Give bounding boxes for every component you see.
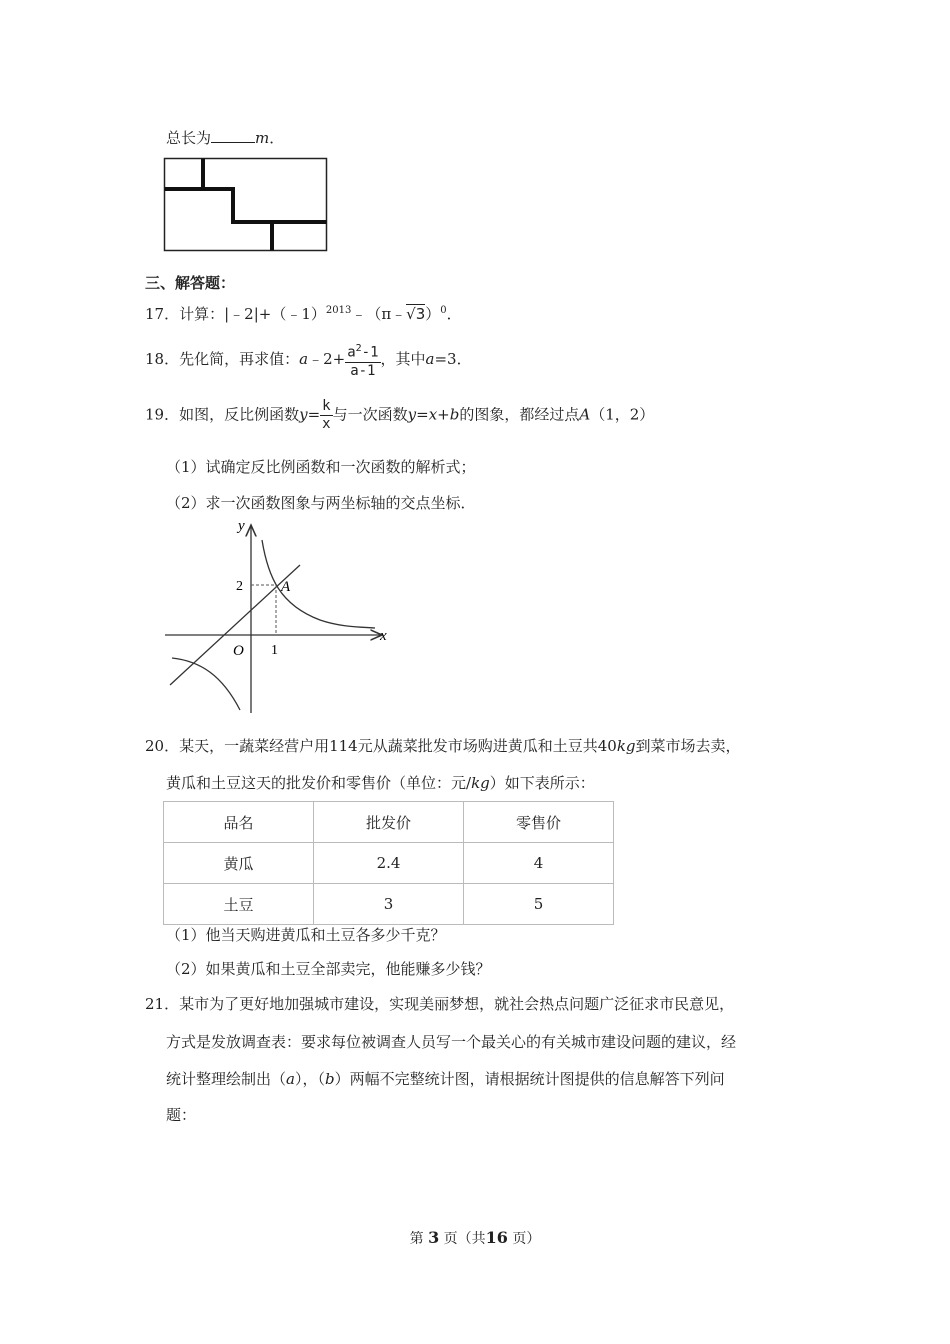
x-label: x [380, 628, 387, 644]
header-cell: 批发价 [314, 802, 464, 843]
header-cell: 零售价 [464, 802, 614, 843]
figure-border [165, 159, 327, 251]
question-21-line4: 题： [166, 1106, 197, 1124]
question-18: 18．先化简，再求值：a﹣2+ $\frac{a^2-1}{a-1}$ ，其中a=3． [145, 340, 472, 380]
origin-label: O [233, 643, 244, 659]
q19-sub1: （1）试确定反比例函数和一次函数的解析式； [166, 458, 476, 476]
hyperbola-branch-2 [172, 658, 240, 710]
function-graph [160, 515, 395, 715]
step-path [165, 189, 327, 222]
question-19: 19．如图，反比例函数y= $\frac{k}{x}$ 与一次函数y=x+b的图象，都经过点A（1，2） [145, 398, 655, 432]
table-cell: 2.4 [314, 843, 464, 884]
page-footer: 第 3 页（共16 页） [409, 1228, 541, 1247]
table-header-row [164, 802, 614, 843]
q16-tail: 总长为 m． [166, 129, 285, 147]
question-21-line1: 21．某市为了更好地加强城市建设，实现美丽梦想，就社会热点问题广泛征求市民意见， [145, 995, 735, 1013]
table-cell: 3 [314, 884, 464, 925]
fraction: $\frac{a^2-1}{a-1}$ [345, 340, 380, 380]
q20-sub1: （1）他当天购进黄瓜和土豆各多少千克？ [166, 926, 446, 944]
table-cell: 5 [464, 884, 614, 925]
question-20-line1: 20．某天，一蔬菜经营户用114元从蔬菜批发市场购进黄瓜和土豆共40kg到菜市场去卖， [145, 737, 741, 755]
question-21-line3: 统计整理绘制出（a），（b）两幅不完整统计图，请根据统计图提供的信息解答下列问 [166, 1070, 725, 1088]
step-path-figure [163, 157, 329, 253]
fraction: $\frac{k}{x}$ [322, 398, 331, 432]
question-21-line2: 方式是发放调查表：要求每位被调查人员写一个最关心的有关城市建设问题的建议，经 [166, 1033, 737, 1051]
tick-x-label: 1 [271, 643, 278, 658]
q20-sub2: （2）如果黄瓜和土豆全部卖完，他能赚多少钱？ [166, 960, 491, 978]
table-cell: 4 [464, 843, 614, 884]
table-cell: 黄瓜 [164, 843, 314, 884]
price-table [163, 801, 614, 925]
section-title: 三、解答题： [145, 274, 236, 292]
tick-y-label: 2 [236, 579, 243, 594]
question-20-line2: 黄瓜和土豆这天的批发价和零售价（单位：元/kg）如下表所示： [166, 774, 595, 792]
q19-sub2: （2）求一次函数图象与两坐标轴的交点坐标． [166, 494, 476, 512]
header-cell: 品名 [164, 802, 314, 843]
table-row [164, 843, 614, 884]
point-a-label: A [281, 579, 291, 595]
question-17: 17．计算：|﹣2|+（﹣1）$^{2013}$﹣（π﹣√3）$^0$． [145, 305, 462, 323]
y-label: y [238, 518, 245, 534]
table-row [164, 884, 614, 925]
answer-blank[interactable] [211, 128, 255, 143]
table-cell: 土豆 [164, 884, 314, 925]
